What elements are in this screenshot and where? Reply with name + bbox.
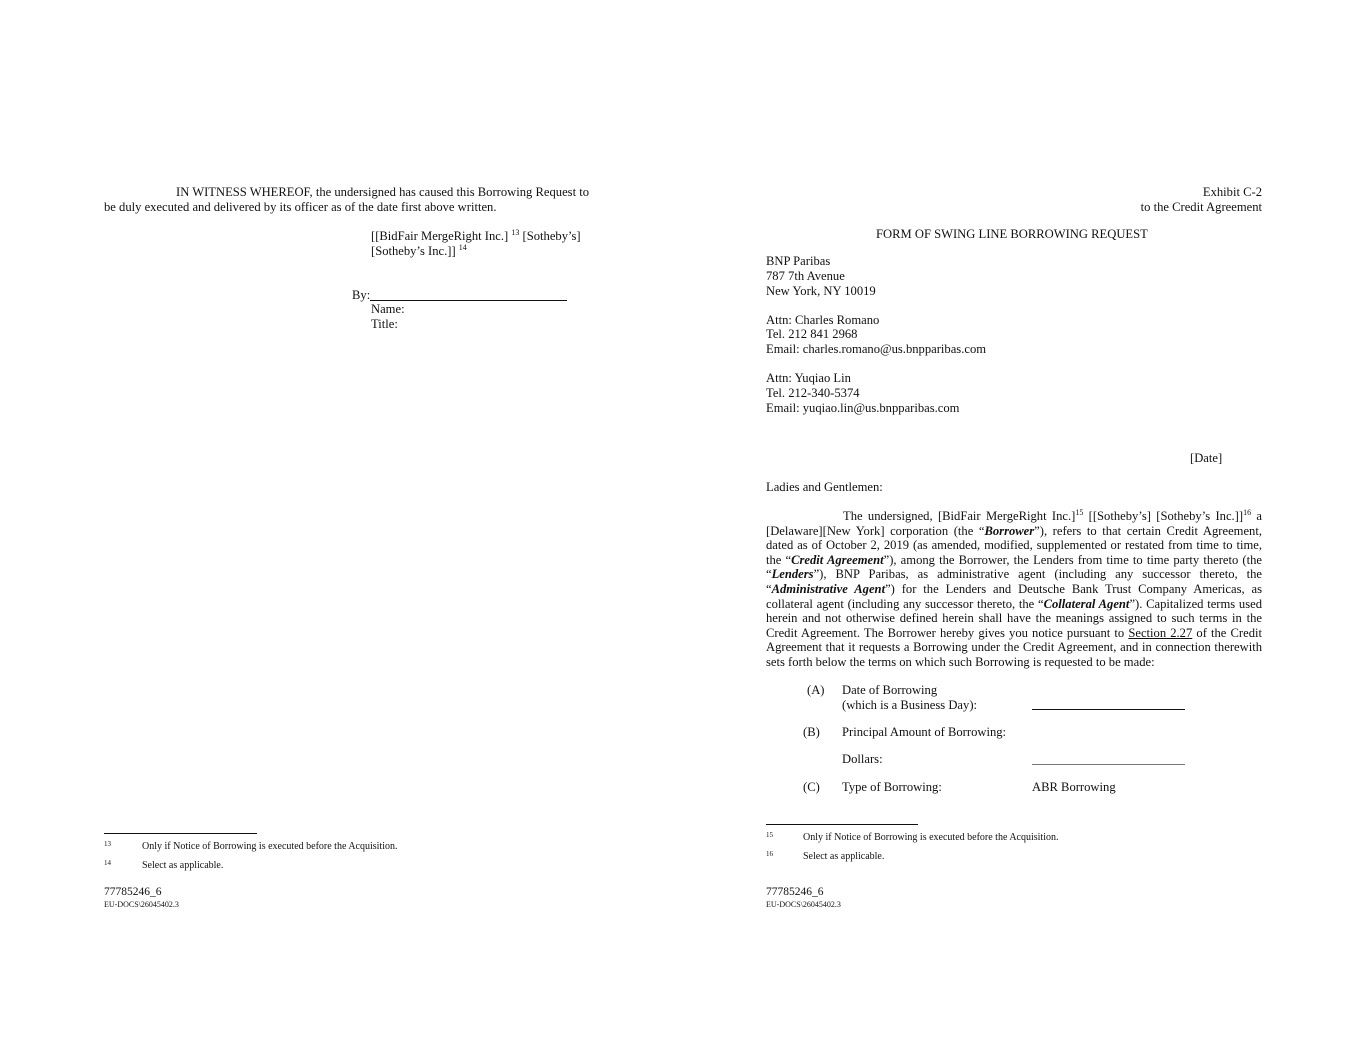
witness-line-2: be duly executed and delivered by its officer as of the date first above written.: [104, 200, 497, 214]
section-reference: Section 2.27: [1128, 625, 1193, 640]
footnote-separator: [104, 833, 257, 834]
footnote-13-text: Only if Notice of Borrowing is executed before the Acquisition.: [142, 841, 398, 852]
exhibit-label: Exhibit C-2: [1202, 185, 1262, 199]
term-lenders: Lenders: [771, 567, 814, 582]
signatory-line-1: [371, 229, 581, 244]
footnote-14-num: 14: [104, 859, 111, 867]
salutation: Ladies and Gentlemen:: [766, 480, 883, 494]
item-c-text: Type of Borrowing:: [842, 780, 942, 794]
term-administrative-agent: Administrative Agent: [771, 581, 886, 596]
footnote-13-num: 13: [104, 840, 111, 848]
item-b-text: Principal Amount of Borrowing:: [842, 725, 1007, 739]
item-c-value: ABR Borrowing: [1032, 780, 1116, 794]
footnote-ref-14: 14: [458, 243, 467, 252]
term-collateral-agent: Collateral Agent: [1043, 596, 1130, 611]
footnote-15-num: 15: [766, 831, 773, 839]
footnote-ref-16: 16: [1243, 508, 1252, 517]
dollars-blank: [1032, 764, 1185, 765]
address-line-2: 787 7th Avenue: [766, 269, 845, 283]
signatory-name-c: [Sotheby’s Inc.]]: [371, 244, 456, 258]
footnote-14-text: Select as applicable.: [142, 860, 224, 871]
signatory-name-b: [Sotheby’s]: [522, 229, 581, 243]
doc-id: 77785246_6: [766, 886, 824, 898]
form-title: FORM OF SWING LINE BORROWING REQUEST: [876, 227, 1148, 241]
body-paragraph: The undersigned, [BidFair MergeRight Inc.]$^{15}$ [[Sotheby’s] [Sotheby’s Inc.]]$^{16}$ a [Delaware][New York] corporation (the “Borrower”), refers to that certain Credit Agreement, dated as of October 2, 2019 (as amended, modified, supplemented or restated from time to time, the “Credit Agreement”), among the Borrower, the Lenders from time to time party thereto (the “Lenders”), BNP Paribas, as administrative agent (including any successor thereto, the “Administrative Agent”) for the Lenders and Deutsche Bank Trust Company Americas, as collateral agent (including any successor thereto, the “Collateral Agent”). Capitalized terms used herein and not otherwise defined herein shall have the meanings assigned to such terms in the Credit Agreement. The Borrower hereby gives you notice pursuant to Section 2.27 of the Credit Agreement that it requests a Borrowing under the Credit Agreement, and in connection therewith sets forth below the terms on which such Borrowing is requested to be made:: [766, 508, 1262, 669]
date-of-borrowing-blank: [1032, 709, 1185, 710]
doc-ref: EU-DOCS\26045402.3: [104, 900, 179, 909]
item-a-line-1: Date of Borrowing: [842, 683, 938, 697]
witness-line-1: IN WITNESS WHEREOF, the undersigned has caused this Borrowing Request to: [176, 185, 590, 199]
address-line-1: BNP Paribas: [766, 254, 831, 268]
contact2-email: Email: yuqiao.lin@us.bnpparibas.com: [766, 401, 960, 415]
signature-line: [370, 300, 567, 301]
term-credit-agreement: Credit Agreement: [791, 552, 884, 567]
signatory-name-a: [[BidFair MergeRight Inc.]: [371, 229, 509, 243]
footnote-16-num: 16: [766, 850, 773, 858]
contact1-tel: Tel. 212 841 2968: [766, 327, 858, 341]
item-c-label: (C): [803, 780, 820, 794]
item-a-line-2: (which is a Business Day):: [842, 698, 978, 712]
contact1-email: Email: charles.romano@us.bnpparibas.com: [766, 342, 987, 356]
exhibit-sublabel: to the Credit Agreement: [1140, 200, 1262, 214]
footnote-ref-15: 15: [1075, 508, 1084, 517]
doc-ref: EU-DOCS\26045402.3: [766, 900, 841, 909]
signatory-line-2: [371, 244, 467, 259]
contact2-tel: Tel. 212-340-5374: [766, 386, 860, 400]
doc-id: 77785246_6: [104, 886, 162, 898]
footnote-15-text: Only if Notice of Borrowing is executed before the Acquisition.: [803, 832, 1059, 843]
footnote-separator: [766, 824, 918, 825]
by-label: By:: [352, 288, 371, 302]
footnote-ref-13: 13: [511, 228, 520, 237]
title-label: Title:: [371, 317, 398, 331]
item-b-label: (B): [803, 725, 820, 739]
contact1-attn: Attn: Charles Romano: [766, 313, 880, 327]
item-a-label: (A): [807, 683, 825, 697]
address-line-3: New York, NY 10019: [766, 284, 876, 298]
left-page: [0, 0, 680, 1055]
contact2-attn: Attn: Yuqiao Lin: [766, 371, 851, 385]
date-placeholder: [Date]: [1190, 451, 1223, 465]
footnote-16-text: Select as applicable.: [803, 851, 885, 862]
term-borrower: Borrower: [984, 523, 1035, 538]
dollars-label: Dollars:: [842, 752, 883, 766]
name-label: Name:: [371, 302, 405, 316]
right-page: [680, 0, 1365, 1055]
